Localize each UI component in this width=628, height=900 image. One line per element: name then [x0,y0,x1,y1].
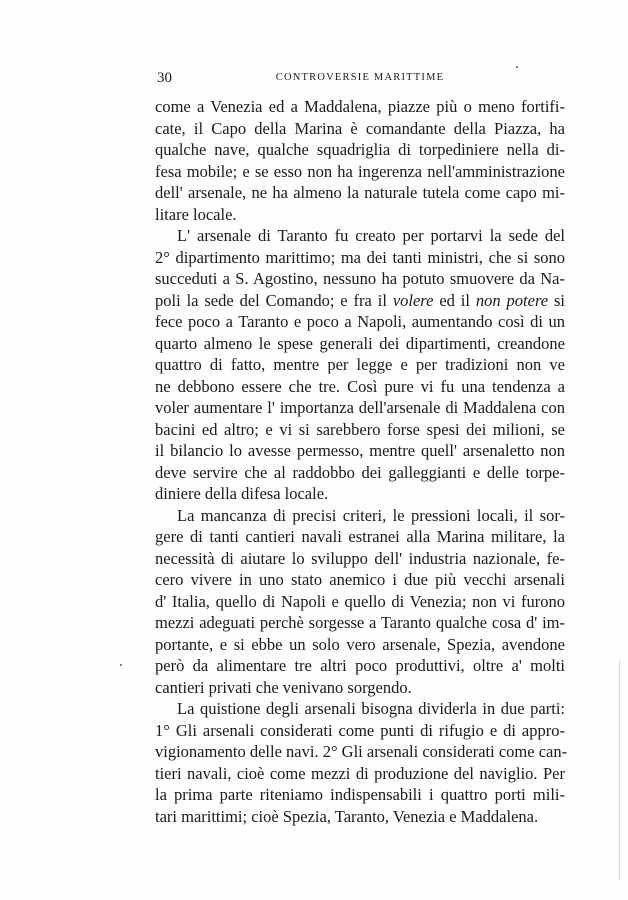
paragraph-start-line: L' arsenale di Taranto fu creato per portarvi la sede del [177,226,565,245]
italic-phrase-non-potere: non potere [475,290,549,310]
text-line: cantieri privati che venivano sorgendo. [155,677,412,697]
text-line: litare locale. [155,204,237,224]
margin-speck [120,664,122,666]
text-line: mezzi adeguati perchè sorgesse a Taranto qualche cosa d' im- [155,613,565,632]
text-line: gere di tanti cantieri navali estranei alla Marina militare, la [155,527,565,546]
text-line: quarto almeno le spese generali dei dipartimenti, creandone [155,333,565,353]
text-line: portante, e si ebbe un solo vero arsenale, Spezia, avendone [155,634,565,654]
text-segment: poli la sede del Comando; e fra il [155,290,393,310]
text-line: 2° dipartimento marittimo; ma dei tanti ministri, che si sono [155,247,565,267]
paragraph-start-line: La quistione degli arsenali bisogna dividerla in due parti: [177,699,565,718]
text-line: vigionamento delle navi. 2° Gli arsenali considerati come can- [155,742,568,761]
text-line: cate, il Capo della Marina è comandante della Piazza, ha [155,118,565,138]
margin-speck [516,66,518,68]
text-line: tari marittimi; cioè Spezia, Taranto, Venezia e Maddalena. [155,806,539,826]
text-segment: si [548,290,565,310]
body-text [155,96,568,827]
text-line: diniere della difesa locale. [155,484,329,503]
text-line: tieri navali, cioè come mezzi di produzione del naviglio. Per [155,763,565,783]
text-line: ne debbono essere che tre. Così pure vi fu una tendenza a [155,376,565,396]
text-line: bacini ed altro; e vi si sarebbero forse spesi dei milioni, se [155,419,565,439]
text-line: voler aumentare l' importanza dell'arsenale di Maddalena con [155,398,565,417]
text-line: come a Venezia ed a Maddalena, piazze più o meno fortifi- [155,97,565,116]
page-number: 30 [157,70,172,86]
text-line: quattro di fatto, mentre per legge e per tradizioni non ve [155,355,565,374]
text-line: la prima parte riteniamo indispensabili i quattro porti mili- [155,785,565,804]
text-segment: ed il [433,290,476,310]
text-line: qualche nave, qualche squadriglia di torpediniere nella di- [155,140,565,159]
text-line: fesa mobile; e se esso non ha ingerenza nell'amministrazione [155,161,565,181]
page-header [155,70,565,90]
text-line: deve servire che al raddobbo dei galleggianti e delle torpe- [155,462,565,482]
running-title: CONTROVERSIE MARITTIME [275,72,445,83]
text-line: necessità di aiutare lo sviluppo dell' industria nazionale, fe- [155,548,565,568]
text-line: 1° Gli arsenali considerati come punti di rifugio e di appro- [155,720,565,740]
text-line: però da alimentare tre altri poco produttivi, oltre a' molti [155,656,565,675]
paragraph-start-line: La mancanza di precisi criteri, le pressioni locali, il sor- [177,505,565,525]
text-line: dell' arsenale, ne ha almeno la naturale tutela come capo mi- [155,183,565,202]
text-line: d' Italia, quello di Napoli e quello di Venezia; non vi furono [155,591,565,611]
text-line-with-italics [155,290,565,312]
text-line: succeduti a S. Agostino, nessuno ha potuto smuovere da Na- [155,269,565,288]
text-line: fece poco a Taranto e poco a Napoli, aumentando così di un [155,312,565,331]
italic-word-volere: volere [392,290,434,310]
page-edge-shadow [619,660,620,880]
text-line: il bilancio lo avesse permesso, mentre quell' arsenaletto non [155,441,565,460]
text-line: cero vivere in uno stato anemico i due più vecchi arsenali [155,570,565,589]
